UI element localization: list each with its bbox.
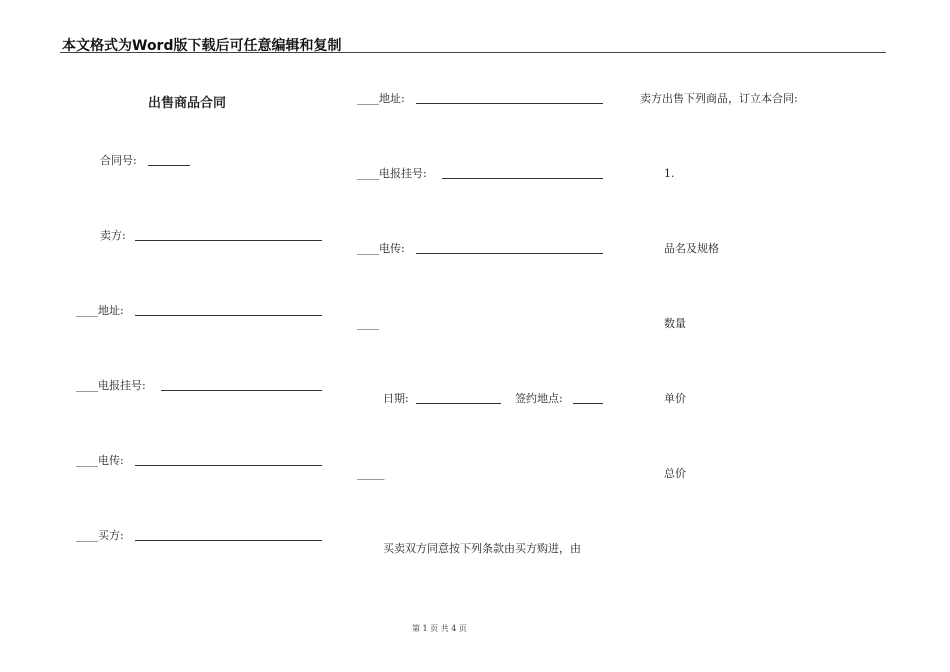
- buyer-address-label: ____地址:: [357, 92, 405, 105]
- seller-telegraph-field[interactable]: [161, 390, 322, 391]
- sign-place-label: 签约地点:: [515, 392, 563, 405]
- seller-field[interactable]: [135, 240, 322, 241]
- buyer-fax-label: ____电传:: [357, 242, 405, 255]
- buyer-label: ____买方:: [76, 529, 124, 542]
- total-price-label: 总价: [664, 467, 686, 480]
- unit-price-label: 单价: [664, 392, 686, 405]
- page-number: 第 1 页 共 4 页: [412, 624, 467, 633]
- item-number: 1.: [664, 167, 675, 180]
- document-header: 本文格式为Word版下载后可任意编辑和复制: [62, 38, 342, 54]
- agreement-text: 买卖双方同意按下列条款由买方购进，由: [383, 542, 581, 555]
- seller-telegraph-label: ____电报挂号:: [76, 379, 146, 392]
- date-field[interactable]: [416, 403, 501, 404]
- sign-place-field[interactable]: [573, 403, 603, 404]
- buyer-address-field[interactable]: [416, 103, 603, 104]
- contract-no-field[interactable]: [148, 165, 190, 166]
- date-label: 日期:: [383, 392, 409, 405]
- seller-fax-field[interactable]: [135, 465, 322, 466]
- blank-line-1: ____: [357, 317, 379, 330]
- seller-fax-label: ____电传:: [76, 454, 124, 467]
- buyer-field[interactable]: [135, 540, 322, 541]
- buyer-telegraph-label: ____电报挂号:: [357, 167, 427, 180]
- quantity-label: 数量: [664, 317, 686, 330]
- buyer-telegraph-field[interactable]: [442, 178, 603, 179]
- product-spec-label: 品名及规格: [664, 242, 719, 255]
- seller-address-label: ____地址:: [76, 304, 124, 317]
- blank-line-2: _____: [357, 467, 385, 480]
- seller-label: 卖方:: [100, 229, 126, 242]
- header-rule: [60, 52, 886, 53]
- contract-title: 出售商品合同: [148, 96, 227, 111]
- buyer-fax-field[interactable]: [416, 253, 603, 254]
- contract-no-label: 合同号:: [100, 154, 137, 167]
- agreement-intro: 卖方出售下列商品，订立本合同:: [640, 92, 798, 105]
- seller-address-field[interactable]: [135, 315, 322, 316]
